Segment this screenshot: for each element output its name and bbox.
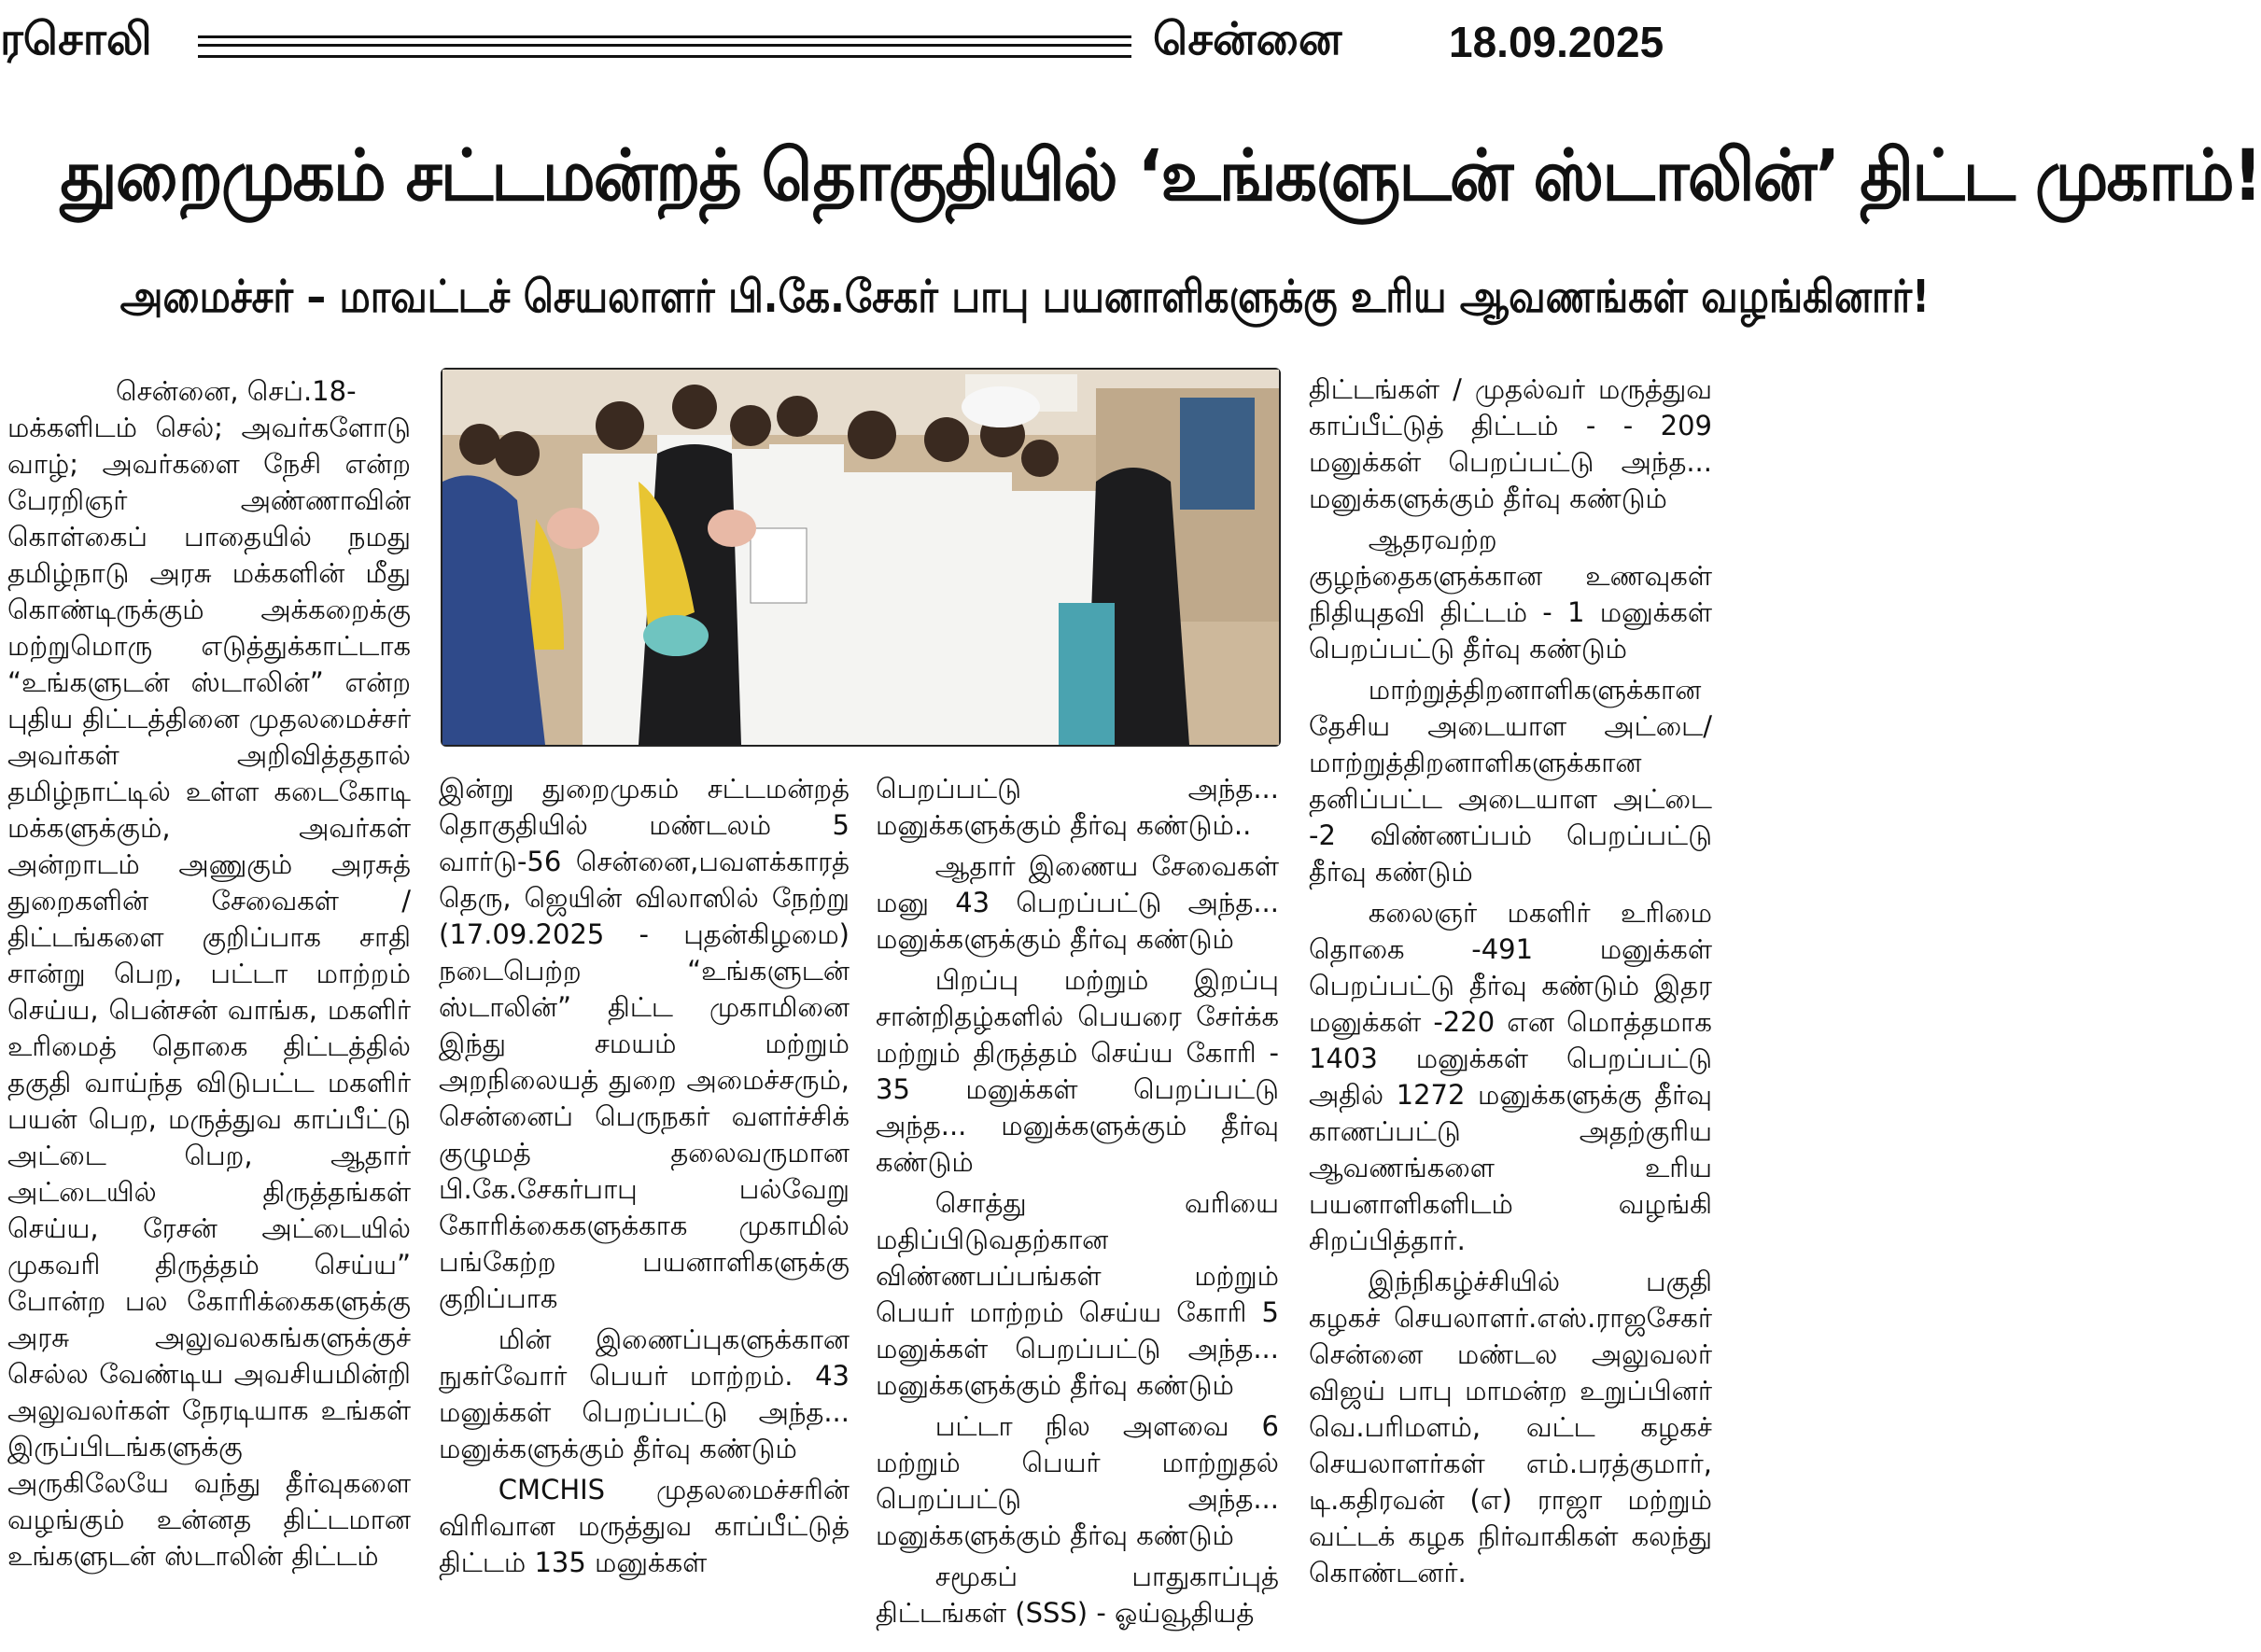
article-column-1 bbox=[7, 373, 411, 1575]
article-paragraph: மாற்றுத்திறனாளிகளுக்கான தேசிய அடையாள அட்டை/ மாற்றுத்திறனாளிகளுக்கான தனிப்பட்ட அடையாள அட்டை -2 விண்ணப்பம் பெறப்பட்டு தீர்வு கண்டும் bbox=[1309, 674, 1712, 888]
masthead bbox=[0, 0, 1716, 98]
article-paragraph: மின் இணைப்புகளுக்கான நுகர்வோர் பெயர் மாற்றம். 43 மனுக்கள் பெறப்பட்டு அந்த... மனுக்களுக்கும் தீர்வு கண்டும் bbox=[439, 1323, 850, 1464]
article-column-2 bbox=[439, 771, 850, 1581]
masthead-rule bbox=[198, 35, 1131, 58]
edition-place: சென்னை bbox=[1153, 13, 1342, 65]
article-paragraph: பட்டா நில அளவை 6 மற்றும் பெயர் மாற்றுதல் பெறப்பட்டு அந்த... மனுக்களுக்கும் தீர்வு கண்டும் bbox=[876, 1410, 1279, 1551]
article-paragraph: திட்டங்கள் / முதல்வர் மருத்துவ காப்பீட்டுத் திட்டம் - - 209 மனுக்கள் பெறப்பட்டு அந்த... மனுக்களுக்கும் தீர்வு கண்டும் bbox=[1309, 373, 1712, 514]
dateline: சென்னை, செப்.18- bbox=[116, 375, 357, 407]
subheadline: அமைச்சர் – மாவட்டச் செயலாளர் பி.கே.சேகர் பாபு பயனாளிகளுக்கு உரிய ஆவணங்கள் வழங்கினார்! bbox=[119, 271, 1930, 323]
article-paragraph: ஆதார் இணைய சேவைகள் மனு 43 பெறப்பட்டு அந்த... மனுக்களுக்கும் தீர்வு கண்டும் bbox=[876, 850, 1279, 955]
news-photo-event-icon bbox=[442, 370, 1279, 745]
headline: துறைமுகம் சட்டமன்றத் தொகுதியில் ‘உங்களுடன் ஸ்டாலின்’ திட்ட முகாம்! bbox=[60, 133, 2261, 217]
article-paragraph: இந்நிகழ்ச்சியில் பகுதி கழகச் செயலாளர்.எஸ்.ராஜசேகர் சென்னை மண்டல அலுவலர் விஜய் பாபு மாமன்ற உறுப்பினர் வெ.பரிமளம், வட்ட கழகச் செயலாளர்கள் எம்.பரத்குமார், டி.கதிரவன் (எ) ராஜா மற்றும் வட்டக் கழக நிர்வாகிகள் கலந்து கொண்டனர். bbox=[1309, 1266, 1712, 1589]
paper-name: ரசொலி bbox=[0, 13, 152, 65]
article-paragraph: ஆதரவற்ற குழந்தைகளுக்கான உணவுகள் நிதியுதவி திட்டம் - 1 மனுக்கள் பெறப்பட்டு தீர்வு கண்டும் bbox=[1309, 524, 1712, 665]
article-paragraph: சொத்து வரியை மதிப்பிடுவதற்கான விண்ணபப்பங்கள் மற்றும் பெயர் மாற்றம் செய்ய கோரி 5 மனுக்கள் பெறப்பட்டு அந்த... மனுக்களுக்கும் தீர்வு கண்டும் bbox=[876, 1187, 1279, 1401]
news-photo bbox=[441, 368, 1281, 747]
article-paragraph: பெறப்பட்டு அந்த... மனுக்களுக்கும் தீர்வு கண்டும்.. bbox=[876, 773, 1279, 841]
article-paragraph: சமூகப் பாதுகாப்புத் திட்டங்கள் (SSS) - ஓய்வூதியத் bbox=[876, 1561, 1279, 1629]
article-paragraph: மக்களிடம் செல்; அவர்களோடு வாழ்; அவர்களை நேசி என்ற பேரறிஞர் அண்ணாவின் கொள்கைப் பாதையில் நமது தமிழ்நாடு அரசு மக்களின் மீது கொண்டிருக்கும் அக்கறைக்கு மற்றுமொரு எடுத்துக்காட்டாக “உங்களுடன் ஸ்டாலின்” என்ற புதிய திட்டத்தினை முதலமைச்சர் அவர்கள் அறிவித்ததால் தமிழ்நாட்டில் உள்ள கடைகோடி மக்களுக்கும், அவர்கள் அன்றாடம் அணுகும் அரசுத் துறைகளின் சேவைகள் / திட்டங்களை குறிப்பாக சாதி சான்று பெற, பட்டா மாற்றம் செய்ய, பென்சன் வாங்க, மகளிர் உரிமைத் தொகை திட்டத்தில் தகுதி வாய்ந்த விடுபட்ட மகளிர் பயன் பெற, மருத்துவ காப்பீட்டு அட்டை பெற, ஆதார் அட்டையில் திருத்தங்கள் செய்ய, ரேசன் அட்டையில் முகவரி திருத்தம் செய்ய” போன்ற பல கோரிக்கைகளுக்கு அரசு அலுவலகங்களுக்குச் செல்ல வேண்டிய அவசியமின்றி அலுவலர்கள் நேரடியாக உங்கள் இருப்பிடங்களுக்கு அருகிலேயே வந்து தீர்வுகளை வழங்கும் உன்னத திட்டமான உங்களுடன் ஸ்டாலின் திட்டம் bbox=[7, 412, 411, 1572]
article-column-3 bbox=[876, 771, 1279, 1631]
article-column-4 bbox=[1309, 371, 1712, 1591]
article-paragraph: CMCHIS முதலமைச்சரின் விரிவான மருத்துவ காப்பீட்டுத் திட்டம் 135 மனுக்கள் bbox=[439, 1474, 850, 1578]
article-paragraph: இன்று துறைமுகம் சட்டமன்றத் தொகுதியில் மண்டலம் 5 வார்டு-56 சென்னை,பவளக்காரத் தெரு, ஜெயின் விலாஸில் நேற்று (17.09.2025 - புதன்கிழமை) நடைபெற்ற “உங்களுடன் ஸ்டாலின்” திட்ட முகாமினை இந்து சமயம் மற்றும் அறநிலையத் துறை அமைச்சரும், சென்னைப் பெருநகர் வளர்ச்சிக் குழுமத் தலைவருமான பி.கே.சேகர்பாபு பல்வேறு கோரிக்கைகளுக்காக முகாமில் பங்கேற்ற பயனாளிகளுக்கு குறிப்பாக bbox=[439, 773, 850, 1314]
edition-date: 18.09.2025 bbox=[1449, 18, 1664, 66]
article-paragraph: கலைஞர் மகளிர் உரிமை தொகை -491 மனுக்கள் பெறப்பட்டு தீர்வு கண்டும் இதர மனுக்கள் -220 என மொத்தமாக 1403 மனுக்கள் பெறப்பட்டு அதில் 1272 மனுக்களுக்கு தீர்வு காணப்பட்டு அதற்குரிய ஆவணங்களை உரிய பயனாளிகளிடம் வழங்கி சிறப்பித்தார். bbox=[1309, 897, 1712, 1256]
article-paragraph: பிறப்பு மற்றும் இறப்பு சான்றிதழ்களில் பெயரை சேர்க்க மற்றும் திருத்தம் செய்ய கோரி - 35 மனுக்கள் பெறப்பட்டு அந்த... மனுக்களுக்கும் தீர்வு கண்டும் bbox=[876, 964, 1279, 1178]
